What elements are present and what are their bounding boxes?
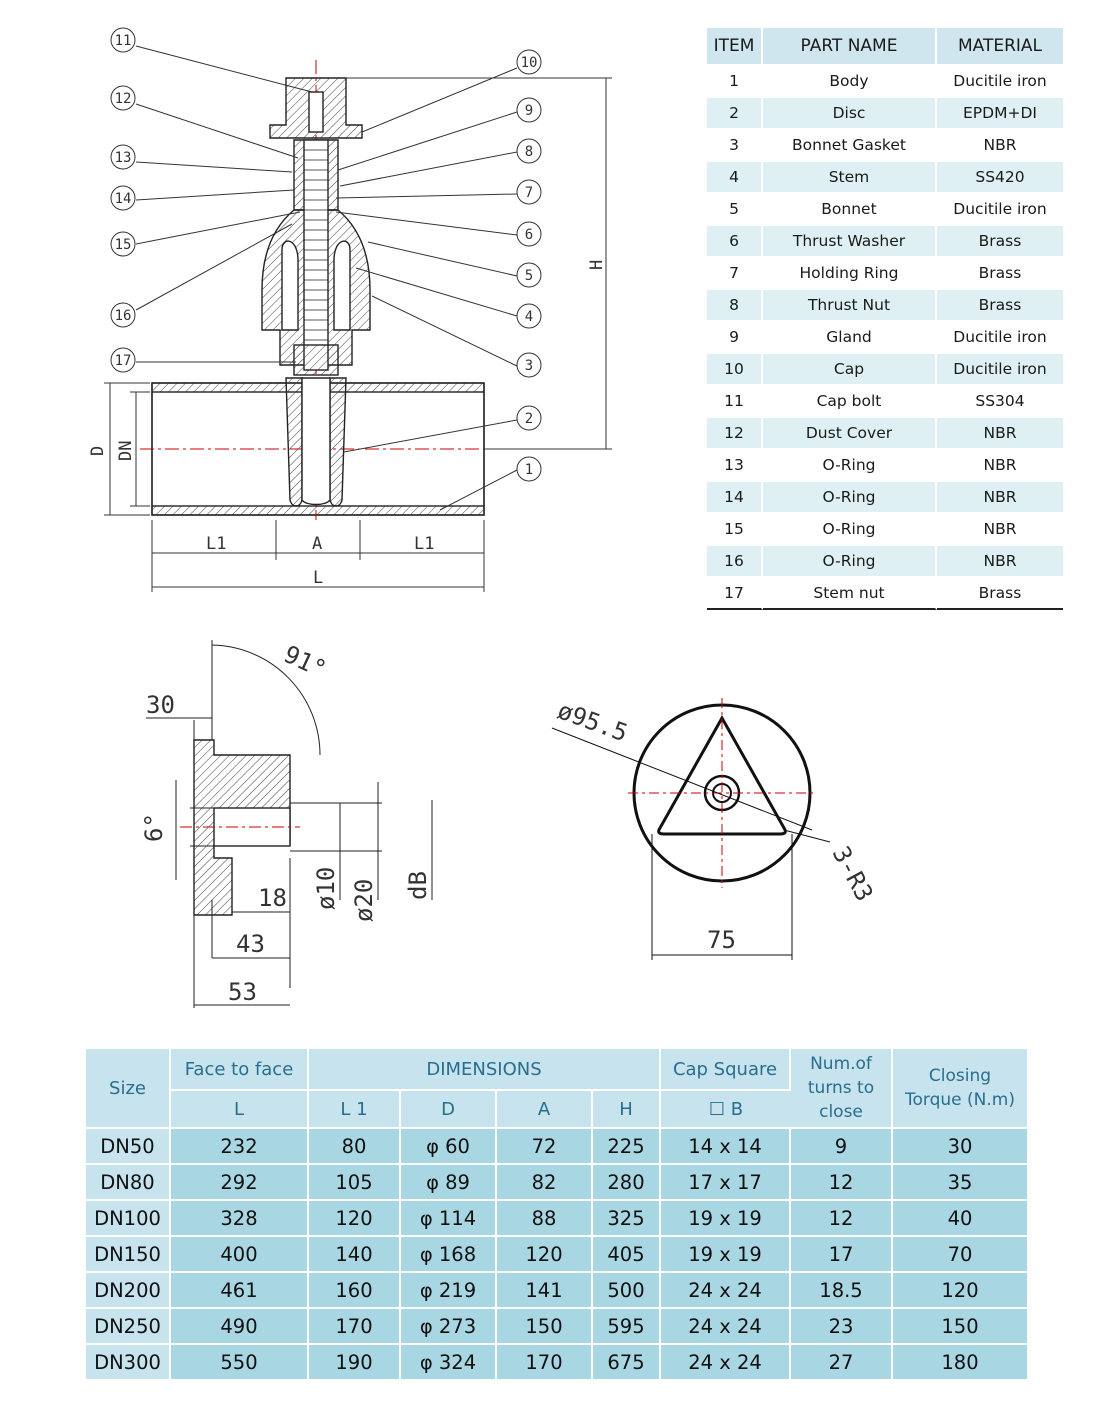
dim-torque: 180 xyxy=(893,1345,1027,1381)
callout-15 xyxy=(111,232,135,256)
part-item: 8 xyxy=(707,288,763,320)
svg-text:2: 2 xyxy=(524,411,534,427)
part-name: Bonnet Gasket xyxy=(763,128,937,160)
part-name: Stem xyxy=(763,160,937,192)
callout-12 xyxy=(111,86,135,110)
dim-torque: 120 xyxy=(893,1273,1027,1309)
dims-header-torque: Closing Torque (N.m) xyxy=(893,1049,1027,1129)
dims-header-h: H xyxy=(593,1091,661,1129)
dim-turns: 23 xyxy=(791,1309,893,1345)
cap-dim-53: 53 xyxy=(228,978,257,1006)
parts-row xyxy=(707,224,1063,256)
dim-d: φ 114 xyxy=(401,1201,497,1237)
dims-header-d: D xyxy=(401,1091,497,1129)
part-material: NBR xyxy=(937,128,1063,160)
part-material: Ducitile iron xyxy=(937,320,1063,352)
parts-header-name: PART NAME xyxy=(763,28,937,64)
dim-d: φ 168 xyxy=(401,1237,497,1273)
dim-l1: 140 xyxy=(309,1237,401,1273)
dims-header-l1: L 1 xyxy=(309,1091,401,1129)
dims-row xyxy=(86,1237,1027,1273)
dim-size: DN300 xyxy=(86,1345,171,1381)
dimensions-table xyxy=(86,1049,1027,1381)
svg-text:10: 10 xyxy=(520,55,538,71)
dims-header-turns: Num.of turns to close xyxy=(791,1049,893,1129)
dim-size: DN80 xyxy=(86,1165,171,1201)
callout-6 xyxy=(517,222,541,246)
dim-size: DN50 xyxy=(86,1129,171,1165)
part-item: 5 xyxy=(707,192,763,224)
parts-header-material: MATERIAL xyxy=(937,28,1063,64)
callout-9 xyxy=(517,98,541,122)
part-name: Cap bolt xyxy=(763,384,937,416)
dim-a: A xyxy=(312,534,323,554)
cap-phi-20: ø20 xyxy=(350,878,378,922)
part-material: Brass xyxy=(937,256,1063,288)
parts-row xyxy=(707,448,1063,480)
part-name: Thrust Washer xyxy=(763,224,937,256)
svg-text:16: 16 xyxy=(114,308,132,324)
dim-h: 595 xyxy=(593,1309,661,1345)
dim-size: DN250 xyxy=(86,1309,171,1345)
dim-a: 72 xyxy=(497,1129,593,1165)
dim-torque: 40 xyxy=(893,1201,1027,1237)
dim-torque: 150 xyxy=(893,1309,1027,1345)
valve-section-view xyxy=(140,60,500,520)
dims-header-cap-square: Cap Square xyxy=(661,1049,791,1091)
part-item: 15 xyxy=(707,512,763,544)
dim-torque: 70 xyxy=(893,1237,1027,1273)
part-item: 6 xyxy=(707,224,763,256)
svg-text:7: 7 xyxy=(524,185,534,201)
dim-h: H xyxy=(587,259,607,270)
cap-side-view xyxy=(146,640,432,1008)
part-material: Ducitile iron xyxy=(937,64,1063,96)
dim-size: DN200 xyxy=(86,1273,171,1309)
dim-h: 280 xyxy=(593,1165,661,1201)
part-name: Holding Ring xyxy=(763,256,937,288)
callout-8 xyxy=(517,139,541,163)
part-item: 3 xyxy=(707,128,763,160)
parts-row xyxy=(707,96,1063,128)
dim-h: 675 xyxy=(593,1345,661,1381)
part-material: EPDM+DI xyxy=(937,96,1063,128)
dim-h: 325 xyxy=(593,1201,661,1237)
cap-width-75: 75 xyxy=(707,926,736,954)
dim-d: φ 60 xyxy=(401,1129,497,1165)
dim-l1-left: L1 xyxy=(206,534,227,554)
parts-row xyxy=(707,288,1063,320)
callout-3 xyxy=(517,353,541,377)
parts-header-item: ITEM xyxy=(707,28,763,64)
callout-1 xyxy=(517,457,541,481)
dim-l1: 170 xyxy=(309,1309,401,1345)
part-material: NBR xyxy=(937,544,1063,576)
dim-l: 328 xyxy=(171,1201,309,1237)
part-name: Cap xyxy=(763,352,937,384)
dim-l: 550 xyxy=(171,1345,309,1381)
parts-row xyxy=(707,416,1063,448)
dim-a: 120 xyxy=(497,1237,593,1273)
callout-7 xyxy=(517,180,541,204)
part-material: NBR xyxy=(937,448,1063,480)
dim-turns: 18.5 xyxy=(791,1273,893,1309)
dim-h: 500 xyxy=(593,1273,661,1309)
dims-header-face-to-face: Face to face xyxy=(171,1049,309,1091)
dim-a: 150 xyxy=(497,1309,593,1345)
dim-d: φ 89 xyxy=(401,1165,497,1201)
part-name: O-Ring xyxy=(763,512,937,544)
dim-size: DN100 xyxy=(86,1201,171,1237)
dim-l: 232 xyxy=(171,1129,309,1165)
part-material: NBR xyxy=(937,512,1063,544)
svg-text:3: 3 xyxy=(524,358,534,374)
part-item: 11 xyxy=(707,384,763,416)
callout-13 xyxy=(111,145,135,169)
dim-d: φ 273 xyxy=(401,1309,497,1345)
part-name: Bonnet xyxy=(763,192,937,224)
dim-turns: 12 xyxy=(791,1201,893,1237)
dims-row xyxy=(86,1345,1027,1381)
dim-turns: 9 xyxy=(791,1129,893,1165)
callout-5 xyxy=(517,263,541,287)
part-item: 12 xyxy=(707,416,763,448)
dim-cap-square: 24 x 24 xyxy=(661,1309,791,1345)
svg-text:15: 15 xyxy=(114,237,132,253)
part-item: 7 xyxy=(707,256,763,288)
cap-radius: 3-R3 xyxy=(826,841,879,906)
dim-d: φ 324 xyxy=(401,1345,497,1381)
parts-row xyxy=(707,160,1063,192)
dim-l1: 190 xyxy=(309,1345,401,1381)
part-material: NBR xyxy=(937,480,1063,512)
dim-l1: 105 xyxy=(309,1165,401,1201)
part-name: O-Ring xyxy=(763,480,937,512)
dim-d: D xyxy=(88,445,108,456)
cap-dim-43: 43 xyxy=(236,930,265,958)
part-item: 14 xyxy=(707,480,763,512)
dim-l1: 80 xyxy=(309,1129,401,1165)
dim-l: 400 xyxy=(171,1237,309,1273)
dim-l: 490 xyxy=(171,1309,309,1345)
part-item: 4 xyxy=(707,160,763,192)
parts-row xyxy=(707,576,1063,610)
part-name: Stem nut xyxy=(763,576,937,610)
svg-text:17: 17 xyxy=(114,353,132,369)
part-material: SS420 xyxy=(937,160,1063,192)
dim-turns: 17 xyxy=(791,1237,893,1273)
dim-dn: DN xyxy=(116,440,136,461)
part-name: O-Ring xyxy=(763,448,937,480)
part-item: 13 xyxy=(707,448,763,480)
dim-turns: 27 xyxy=(791,1345,893,1381)
dim-cap-square: 19 x 19 xyxy=(661,1201,791,1237)
part-name: Gland xyxy=(763,320,937,352)
part-material: Brass xyxy=(937,224,1063,256)
part-name: Dust Cover xyxy=(763,416,937,448)
cap-angle-6: 6° xyxy=(140,813,168,842)
parts-row xyxy=(707,320,1063,352)
dims-row xyxy=(86,1129,1027,1165)
part-name: Thrust Nut xyxy=(763,288,937,320)
part-material: NBR xyxy=(937,416,1063,448)
dim-cap-square: 19 x 19 xyxy=(661,1237,791,1273)
dim-l: 461 xyxy=(171,1273,309,1309)
svg-text:6: 6 xyxy=(524,227,534,243)
callout-4 xyxy=(517,304,541,328)
dims-header-b: ☐ B xyxy=(661,1091,791,1129)
part-name: Body xyxy=(763,64,937,96)
dim-cap-square: 17 x 17 xyxy=(661,1165,791,1201)
callout-11 xyxy=(111,28,135,52)
parts-row xyxy=(707,512,1063,544)
parts-row xyxy=(707,256,1063,288)
dim-h: 405 xyxy=(593,1237,661,1273)
parts-row xyxy=(707,128,1063,160)
cap-angle-label: 91° xyxy=(279,640,331,684)
dims-header-size: Size xyxy=(86,1049,171,1129)
cap-width-30: 30 xyxy=(146,691,175,719)
dim-cap-square: 14 x 14 xyxy=(661,1129,791,1165)
dims-row xyxy=(86,1309,1027,1345)
svg-text:1: 1 xyxy=(524,462,534,478)
callout-2 xyxy=(517,406,541,430)
dim-turns: 12 xyxy=(791,1165,893,1201)
cap-top-view xyxy=(552,698,830,960)
parts-row xyxy=(707,480,1063,512)
callout-10 xyxy=(517,50,541,74)
parts-row xyxy=(707,64,1063,96)
part-item: 17 xyxy=(707,576,763,610)
callout-14 xyxy=(111,186,135,210)
part-item: 10 xyxy=(707,352,763,384)
part-item: 16 xyxy=(707,544,763,576)
parts-row xyxy=(707,352,1063,384)
dim-cap-square: 24 x 24 xyxy=(661,1273,791,1309)
part-material: Brass xyxy=(937,576,1063,610)
cap-diameter: ø95.5 xyxy=(553,696,632,748)
dim-a: 88 xyxy=(497,1201,593,1237)
parts-row xyxy=(707,192,1063,224)
part-name: O-Ring xyxy=(763,544,937,576)
parts-table xyxy=(707,28,1063,610)
svg-text:8: 8 xyxy=(524,144,534,160)
cap-phi-10: ø10 xyxy=(312,866,340,910)
dim-size: DN150 xyxy=(86,1237,171,1273)
dim-l1-right: L1 xyxy=(414,534,435,554)
dim-a: 82 xyxy=(497,1165,593,1201)
cap-db: dB xyxy=(404,871,432,900)
part-item: 9 xyxy=(707,320,763,352)
dim-l: 292 xyxy=(171,1165,309,1201)
part-material: Ducitile iron xyxy=(937,352,1063,384)
svg-text:14: 14 xyxy=(114,191,132,207)
dim-cap-square: 24 x 24 xyxy=(661,1345,791,1381)
dims-header-l: L xyxy=(171,1091,309,1129)
part-item: 1 xyxy=(707,64,763,96)
svg-text:4: 4 xyxy=(524,309,534,325)
dim-a: 170 xyxy=(497,1345,593,1381)
dim-torque: 30 xyxy=(893,1129,1027,1165)
part-name: Disc xyxy=(763,96,937,128)
callout-17 xyxy=(111,348,135,372)
svg-text:12: 12 xyxy=(114,91,132,107)
callout-16 xyxy=(111,303,135,327)
dims-row xyxy=(86,1273,1027,1309)
svg-text:11: 11 xyxy=(114,33,132,49)
dim-a: 141 xyxy=(497,1273,593,1309)
dim-d: φ 219 xyxy=(401,1273,497,1309)
part-material: SS304 xyxy=(937,384,1063,416)
dim-l: L xyxy=(313,568,324,588)
svg-text:5: 5 xyxy=(524,268,534,284)
part-material: Brass xyxy=(937,288,1063,320)
dim-torque: 35 xyxy=(893,1165,1027,1201)
dims-header-a: A xyxy=(497,1091,593,1129)
dim-l1: 160 xyxy=(309,1273,401,1309)
svg-text:9: 9 xyxy=(524,103,534,119)
dims-header-dimensions: DIMENSIONS xyxy=(309,1049,661,1091)
part-item: 2 xyxy=(707,96,763,128)
part-material: Ducitile iron xyxy=(937,192,1063,224)
dim-l1: 120 xyxy=(309,1201,401,1237)
cap-dim-18: 18 xyxy=(258,884,287,912)
dims-row xyxy=(86,1165,1027,1201)
dim-h: 225 xyxy=(593,1129,661,1165)
parts-row xyxy=(707,544,1063,576)
parts-row xyxy=(707,384,1063,416)
svg-text:13: 13 xyxy=(114,150,132,166)
dims-row xyxy=(86,1201,1027,1237)
